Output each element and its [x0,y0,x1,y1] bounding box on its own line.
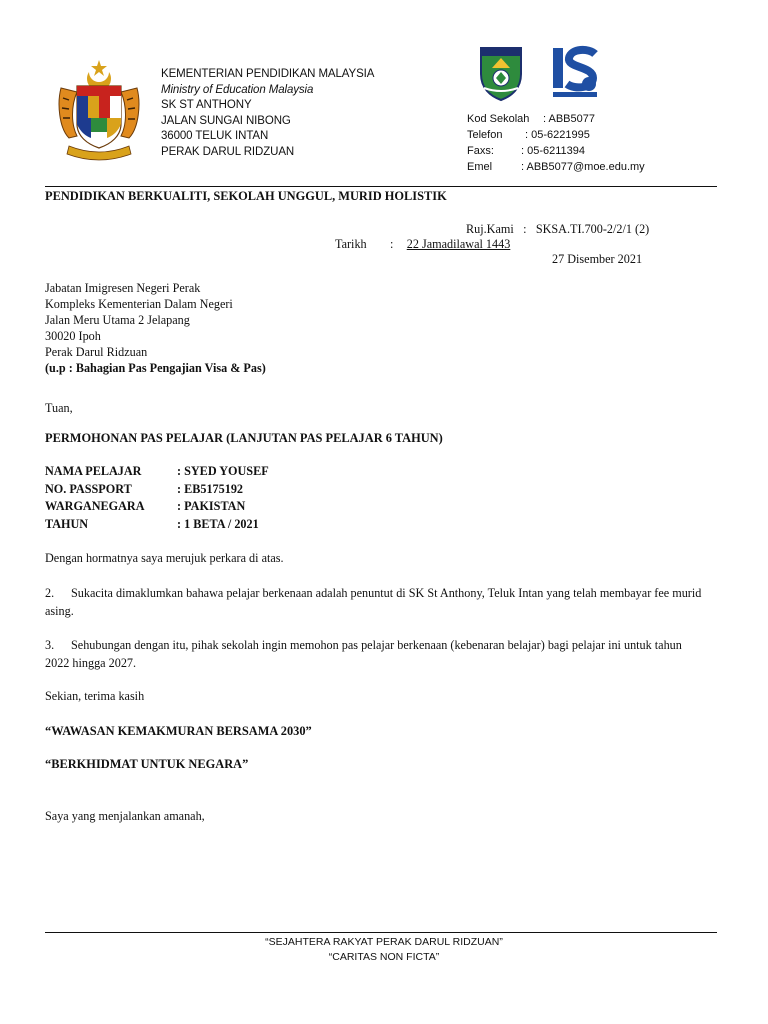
student-info-row [45,481,269,499]
tarikh-separator: : [389,237,394,251]
school-name: SK ST ANTHONY [161,99,252,111]
school-motto: PENDIDIKAN BERKUALITI, SEKOLAH UNGGUL, MURID HOLISTIK [45,189,447,203]
malaysia-coat-of-arms [55,58,143,162]
recipient-line: Perak Darul Ridzuan [45,345,148,359]
paragraph-3-line-1 [45,637,725,653]
contact-fax [467,143,717,159]
intro-paragraph: Dengan hormatnya saya merujuk perkara di atas. [45,551,284,565]
contact-label: Kod Sekolah [467,113,530,125]
student-info-table [45,463,269,533]
student-info-row [45,498,269,516]
contact-value: : ABB5077 [543,113,595,125]
coat-of-arms-icon [55,58,143,162]
reference-number [466,221,649,237]
contact-label: Emel [467,161,493,173]
paragraph-text: Sehubungan dengan itu, pihak sekolah ingin memohon pas pelajar berkenaan (kebenaran belajar) bagi pelajar ini untuk tahun [71,638,682,652]
header-divider [45,186,717,187]
school-address-block [161,67,421,160]
contact-label: Faxs: [467,145,494,157]
letter-subject: PERMOHONAN PAS PELAJAR (LANJUTAN PAS PELAJAR 6 TAHUN) [45,431,443,445]
student-info-value: : 1 BETA / 2021 [177,516,259,531]
ruj-value: SKSA.TI.700-2/2/1 (2) [535,222,650,236]
contact-value: : 05-6221995 [525,129,590,141]
recipient-line: 30020 Ipoh [45,329,101,343]
school-crest-icon [478,44,524,102]
address-line-3: PERAK DARUL RIDZUAN [161,145,295,158]
paragraph-2-line-1 [45,585,725,601]
ruj-label: Ruj.Kami [466,222,514,236]
gregorian-date: 27 Disember 2021 [552,252,643,266]
student-info-value: : SYED YOUSEF [177,464,269,478]
paragraph-3 [45,637,725,671]
student-info-row [45,463,269,481]
contact-block [467,111,717,175]
contact-school-code [467,111,717,127]
footer-slogan-1: “SEJAHTERA RAKYAT PERAK DARUL RIDZUAN” [265,936,503,948]
student-info-label: NAMA PELAJAR [45,464,142,478]
student-info-label: TAHUN [45,516,89,531]
recipient-line: Jalan Meru Utama 2 Jelapang [45,313,190,327]
ruj-separator: : [523,222,527,236]
student-info-value: : EB5175192 [177,481,244,496]
recipient-attention: (u.p : Bahagian Pas Pengajian Visa & Pas) [45,361,266,375]
address-line-2: 36000 TELUK INTAN [161,130,269,142]
ministry-name: KEMENTERIAN PENDIDIKAN MALAYSIA [161,68,375,80]
student-info-row [45,516,269,534]
signoff-line: Saya yang menjalankan amanah, [45,809,205,823]
footer-divider [45,932,717,933]
tarikh-label: Tarikh [335,237,367,251]
paragraph-number: 3. [45,638,55,652]
is25-logo-icon [551,44,599,100]
student-info-label: WARGANEGARA [45,499,145,513]
slogan-wawasan: “WAWASAN KEMAKMURAN BERSAMA 2030” [45,724,312,738]
recipient-line: Jabatan Imigresen Negeri Perak [45,281,201,295]
contact-phone [467,127,717,143]
address-line-1: JALAN SUNGAI NIBONG [161,114,291,127]
paragraph-text: Sukacita dimaklumkan bahawa pelajar berkenaan adalah penuntut di SK St Anthony, Teluk Intan yang telah membayar fee murid [71,586,702,600]
paragraph-2 [45,585,725,619]
closing-line: Sekian, terima kasih [45,689,145,703]
recipient-address [45,280,445,376]
contact-value[interactable]: : ABB5077@moe.edu.my [521,161,645,173]
paragraph-3-line-2: 2022 hingga 2027. [45,656,137,670]
is25-logo [551,44,599,100]
paragraph-2-line-2: asing. [45,604,74,618]
student-info-value: : PAKISTAN [177,499,246,513]
slogan-berkhidmat: “BERKHIDMAT UNTUK NEGARA” [45,757,249,771]
reference-date [335,236,510,252]
footer-slogan-2: “CARITAS NON FICTA” [328,951,440,963]
recipient-line: Kompleks Kementerian Dalam Negeri [45,297,233,311]
ministry-name-english: Ministry of Education Malaysia [161,83,314,96]
salutation: Tuan, [45,401,73,415]
hijri-date: 22 Jamadilawal 1443 [406,237,511,251]
contact-value: : 05-6211394 [521,145,586,157]
contact-email [467,159,717,175]
paragraph-number: 2. [45,586,55,600]
student-info-label: NO. PASSPORT [45,481,132,496]
school-crest-logo [478,44,524,102]
contact-label: Telefon [467,129,503,141]
